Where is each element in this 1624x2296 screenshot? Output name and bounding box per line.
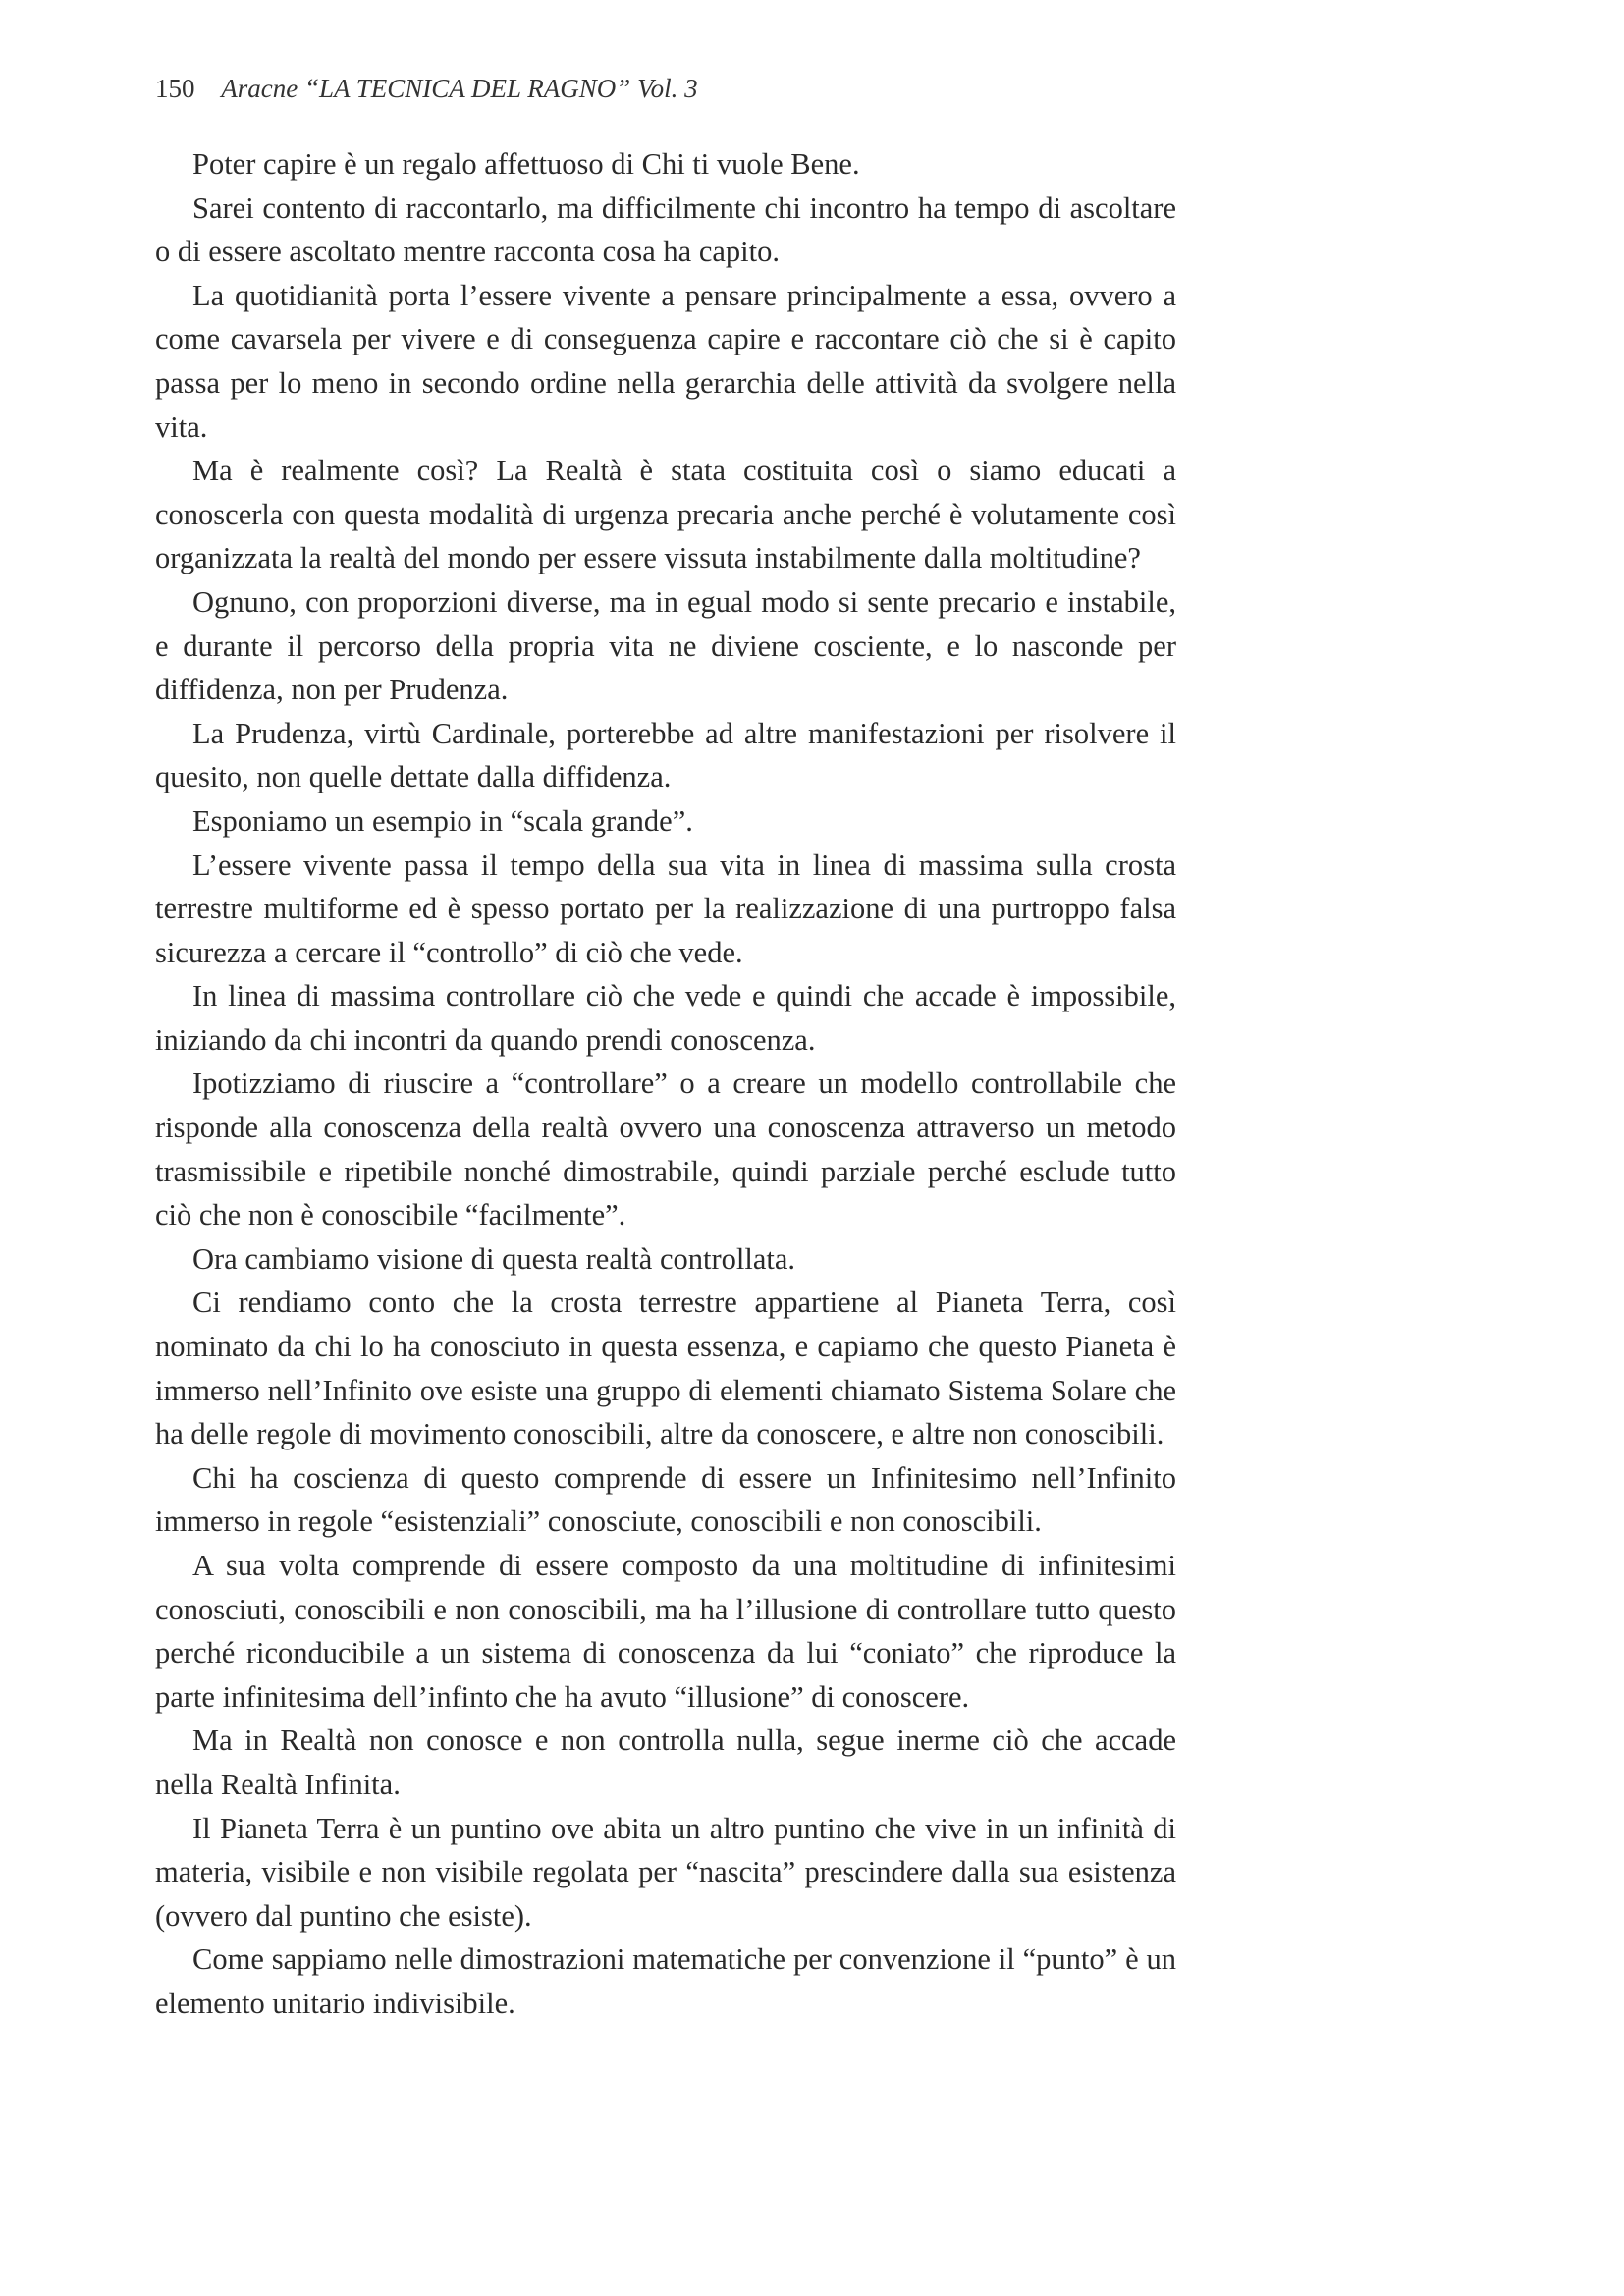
body-text [155, 142, 1176, 2026]
paragraph: In linea di massima controllare ciò che vede e quindi che accade è impossibile, iniziando da chi incontri da quando prendi conoscenza. [155, 979, 1176, 1057]
paragraph: La quotidianità porta l’essere vivente a pensare principalmente a essa, ovvero a come cavarsela per vivere e di conseguenza capire e raccontare ciò che si è capito passa per lo meno in secondo ordine nella gerarchia delle attività da svolgere nella vita. [155, 278, 1176, 444]
running-title: Aracne “LA TECNICA DEL RAGNO” Vol. 3 [221, 74, 698, 103]
paragraph: Poter capire è un regalo affettuoso di Chi ti vuole Bene. [192, 147, 860, 181]
paragraph: L’essere vivente passa il tempo della sua vita in linea di massima sulla crosta terrestre multiforme ed è spesso portato per la realizzazione di una purtroppo falsa sicurezza a cercare il “controllo” di ciò che vede. [155, 847, 1176, 969]
paragraph: Come sappiamo nelle dimostrazioni matematiche per convenzione il “punto” è un elemento unitario indivisibile. [155, 1942, 1176, 2020]
paragraph: Ci rendiamo conto che la crosta terrestre appartiene al Pianeta Terra, così nominato da chi lo ha conosciuto in questa essenza, e capiamo che questo Pianeta è immerso nell’Infinito ove esiste una gruppo di elementi chiamato Sistema Solare che ha delle regole di movimento conoscibili, altre da conoscere, e altre non conoscibili. [155, 1285, 1176, 1451]
paragraph: Ora cambiamo visione di questa realtà controllata. [192, 1241, 796, 1276]
paragraph: Ipotizziamo di riuscire a “controllare” o a creare un modello controllabile che risponde alla conoscenza della realtà ovvero una conoscenza attraverso un metodo trasmissibile e ripetibile nonché dimostrabile, quindi parziale perché esclude tutto ciò che non è conoscibile “facilmente”. [155, 1066, 1176, 1232]
paragraph: La Prudenza, virtù Cardinale, porterebbe ad altre manifestazioni per risolvere il quesito, non quelle dettate dalla diffidenza. [155, 716, 1176, 794]
paragraph: Ma è realmente così? La Realtà è stata costituita così o siamo educati a conoscerla con questa modalità di urgenza precaria anche perché è volutamente così organizzata la realtà del mondo per essere vissuta instabilmente dalla moltitudine? [155, 454, 1176, 575]
paragraph: Chi ha coscienza di questo comprende di essere un Infinitesimo nell’Infinito immerso in regole “esistenziali” conosciute, conoscibili e non conoscibili. [155, 1460, 1176, 1539]
page-number: 150 [155, 74, 195, 103]
paragraph: A sua volta comprende di essere composto da una moltitudine di infinitesimi conosciuti, conoscibili e non conoscibili, ma ha l’illusione di controllare tutto questo perché riconducibile a un sistema di conoscenza da lui “coniato” che riproduce la parte infinitesima dell’infinto che ha avuto “illusione” di conoscere. [155, 1549, 1176, 1714]
paragraph: Il Pianeta Terra è un puntino ove abita un altro puntino che vive in un infinità di materia, visibile e non visibile regolata per “nascita” prescindere dalla sua esistenza (ovvero dal puntino che esiste). [155, 1811, 1176, 1933]
paragraph: Ognuno, con proporzioni diverse, ma in egual modo si sente precario e instabile, e durante il percorso della propria vita ne diviene cosciente, e lo nasconde per diffidenza, non per Prudenza. [155, 584, 1176, 707]
paragraph: Ma in Realtà non conosce e non controlla nulla, segue inerme ciò che accade nella Realtà Infinita. [155, 1723, 1176, 1801]
paragraph: Esponiamo un esempio in “scala grande”. [192, 803, 693, 838]
paragraph: Sarei contento di raccontarlo, ma difficilmente chi incontro ha tempo di ascoltare o di essere ascoltato mentre racconta cosa ha capito. [155, 191, 1176, 269]
running-header [155, 71, 698, 106]
